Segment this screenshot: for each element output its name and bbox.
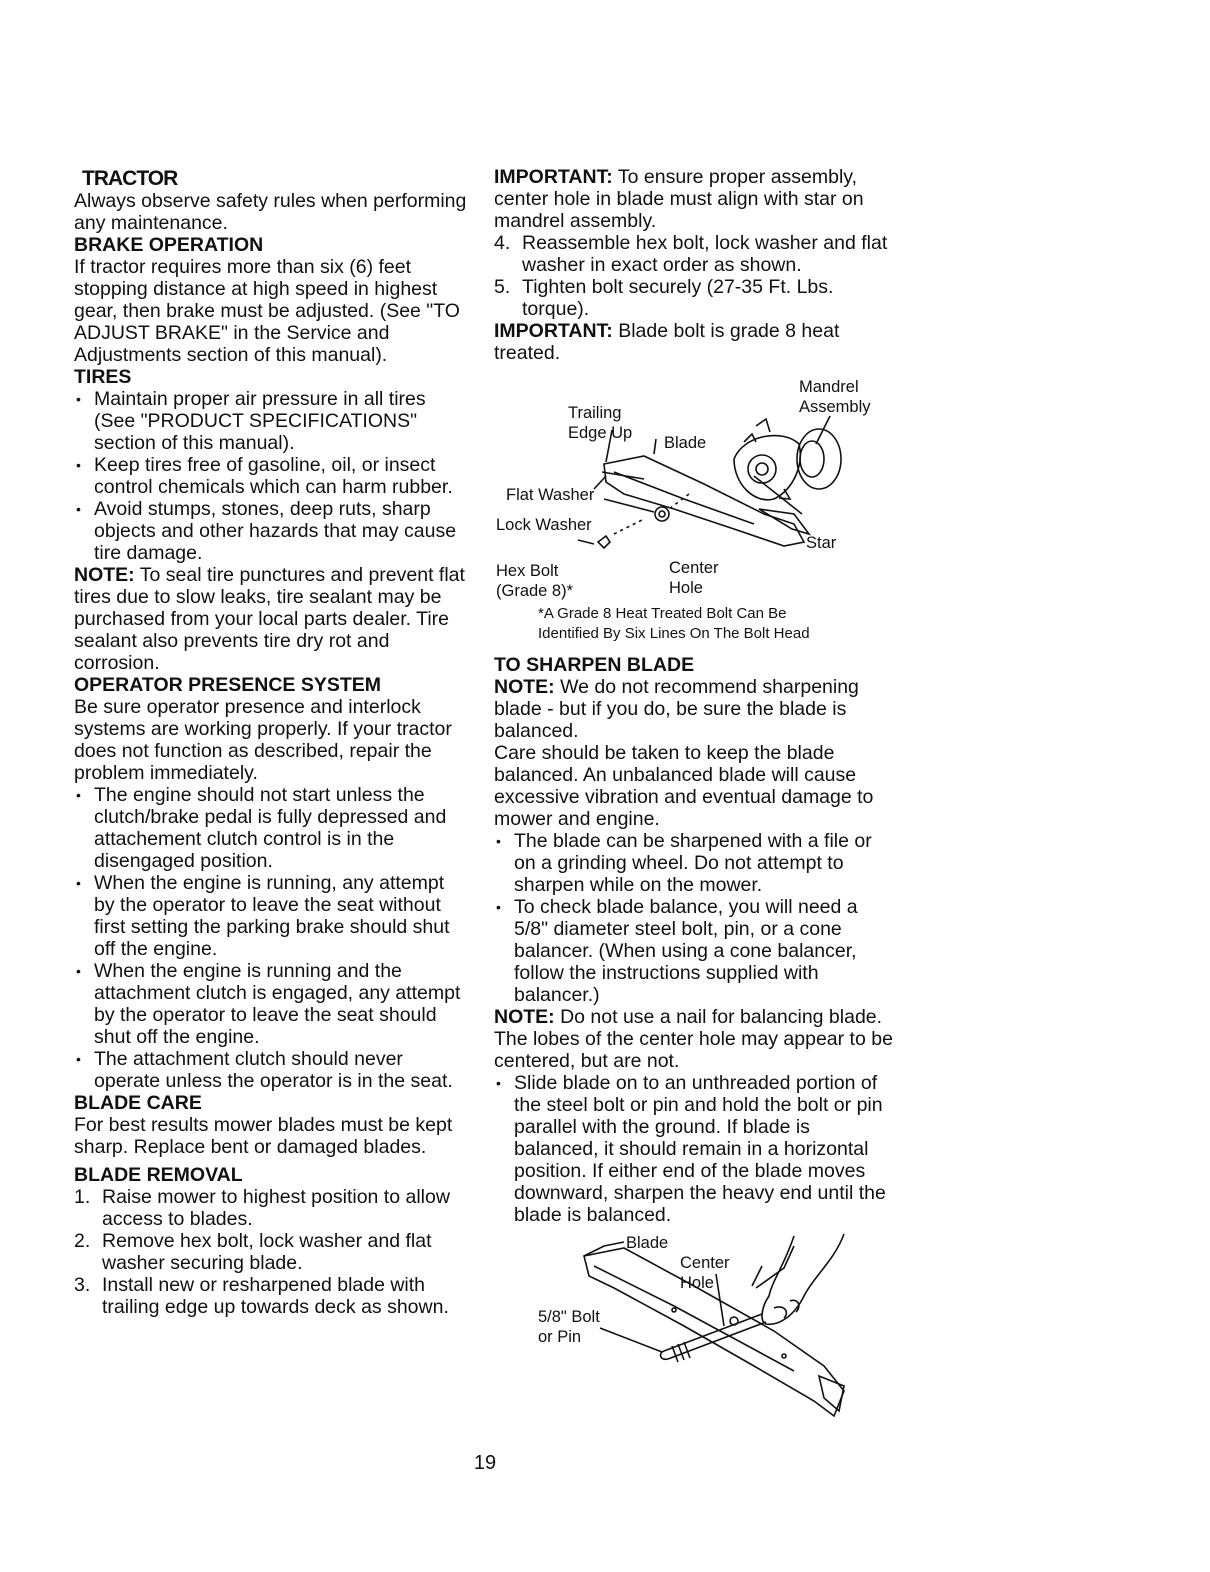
grade-label: (Grade 8)* [496, 582, 574, 600]
tires-note [74, 564, 469, 674]
step-text: Raise mower to highest position to allow access to blades. [102, 1186, 450, 1230]
note-text: We do not recommend sharpening blade - but if you do, be sure the blade is balanced. [494, 676, 859, 742]
list-item: • Avoid stumps, stones, deep ruts, sharp objects and other hazards that may cause tire damage. [74, 498, 469, 564]
step-number: 5. [494, 276, 511, 298]
list-item: • To check blade balance, you will need a 5/8" diameter steel bolt, pin, or a cone balancer. (When using a cone balancer, follow the instructions supplied with balancer.) [494, 896, 894, 1006]
blade-removal-heading: BLADE REMOVAL [74, 1164, 243, 1186]
blade-label: Blade [626, 1234, 669, 1252]
center-label: Center [680, 1254, 730, 1272]
list-item [494, 276, 894, 320]
note-label: NOTE: [494, 676, 555, 698]
note-text: To seal tire punctures and prevent flat tires due to slow leaks, tire sealant may be purchased from your local parts dealer. Tire sealant also prevents tire dry rot and corrosion. [74, 564, 465, 674]
important-alignment [494, 166, 894, 232]
list-item: • Slide blade on to an unthreaded portion of the steel bolt or pin and hold the bolt or pin parallel with the ground. If blade is balanced, it should remain in a horizontal position. If either end of the blade moves downward, sharpen the heavy end until the blade is balanced. [494, 1072, 894, 1226]
important-label: IMPORTANT: [494, 166, 613, 188]
or-pin-label: or Pin [538, 1328, 582, 1346]
blade-care-heading: BLADE CARE [74, 1092, 202, 1114]
step-number: 4. [494, 232, 511, 254]
footnote-line: *A Grade 8 Heat Treated Bolt Can Be [538, 605, 787, 622]
operator-presence-list [74, 784, 469, 1092]
list-item: • When the engine is running and the attachment clutch is engaged, any attempt by the operator to leave the seat should shut off the engine. [74, 960, 469, 1048]
list-item: • When the engine is running, any attempt by the operator to leave the seat without first setting the parking brake should shut off the engine. [74, 872, 469, 960]
blade-label: Blade [664, 434, 707, 452]
list-item: • The engine should not start unless the clutch/brake pedal is fully depressed and attachement clutch control is in the disengaged position. [74, 784, 469, 872]
hole-label: Hole [669, 579, 703, 597]
blade-assembly-diagram [494, 364, 894, 604]
list-item: • The attachment clutch should never operate unless the operator is in the seat. [74, 1048, 469, 1092]
list-item: • The blade can be sharpened with a file or on a grinding wheel. Do not attempt to sharpen while on the mower. [494, 830, 894, 896]
left-column [74, 168, 469, 1318]
brake-operation-heading: BRAKE OPERATION [74, 234, 264, 256]
step-number: 2. [74, 1230, 91, 1252]
reassembly-steps [494, 232, 894, 320]
important-label: IMPORTANT: [494, 320, 613, 342]
hole-label: Hole [680, 1274, 714, 1292]
blade-removal-steps [74, 1186, 469, 1318]
step-number: 1. [74, 1186, 91, 1208]
operator-presence-text: Be sure operator presence and interlock systems are working properly. If your tractor does not function as described, repair the problem immediately. [74, 696, 452, 784]
tires-list [74, 388, 469, 564]
note-label: NOTE: [74, 564, 135, 586]
center-label: Center [669, 559, 719, 577]
balance-note [494, 1006, 894, 1072]
important-text: Blade bolt is grade 8 heat treated. [494, 320, 840, 364]
footnote-line: Identified By Six Lines On The Bolt Head [538, 625, 810, 642]
step-text: Remove hex bolt, lock washer and flat washer securing blade. [102, 1230, 432, 1274]
blade-balance-diagram [494, 1226, 894, 1426]
edge-up-label: Edge Up [568, 424, 633, 442]
note-text: Do not use a nail for balancing blade. The lobes of the center hole may appear to be centered, but are not. [494, 1006, 893, 1072]
note-label: NOTE: [494, 1006, 555, 1028]
step-text: Install new or resharpened blade with trailing edge up towards deck as shown. [102, 1274, 449, 1318]
brake-operation-text: If tractor requires more than six (6) feet stopping distance at high speed in highest gear, then brake must be adjusted. (See "TO ADJUST BRAKE" in the Service and Adjustments section of this manual). [74, 256, 460, 366]
list-item [74, 1186, 469, 1230]
list-item [74, 1230, 469, 1274]
list-item [74, 1274, 469, 1318]
step-text: Tighten bolt securely (27-35 Ft. Lbs. torque). [522, 276, 834, 320]
star-label: Star [806, 534, 837, 552]
step-number: 3. [74, 1274, 91, 1296]
list-item: • Maintain proper air pressure in all tires (See "PRODUCT SPECIFICATIONS" section of this manual). [74, 388, 469, 454]
tractor-heading: TRACTOR [82, 167, 178, 190]
assembly-label: Assembly [799, 398, 871, 416]
tractor-intro: Always observe safety rules when performing any maintenance. [74, 190, 467, 234]
list-item [494, 232, 894, 276]
page-number: 19 [473, 1452, 497, 1474]
sharpen-note [494, 676, 894, 742]
sharpen-list [494, 830, 894, 1006]
flat-washer-label: Flat Washer [506, 486, 595, 504]
sharpen-blade-heading: TO SHARPEN BLADE [494, 654, 695, 676]
grade-8-footnote [494, 604, 894, 644]
hex-bolt-label: Hex Bolt [496, 562, 559, 580]
right-column [494, 166, 894, 1426]
step-text: Reassemble hex bolt, lock washer and flat washer in exact order as shown. [522, 232, 888, 276]
important-text: To ensure proper assembly, center hole in blade must align with star on mandrel assembly. [494, 166, 864, 232]
bolt-label: 5/8" Bolt [538, 1308, 600, 1326]
care-text: Care should be taken to keep the blade balanced. An unbalanced blade will cause excessive vibration and eventual damage to mower and engine. [494, 742, 874, 830]
tires-heading: TIRES [74, 366, 132, 388]
operator-presence-heading: OPERATOR PRESENCE SYSTEM [74, 674, 382, 696]
blade-care-text: For best results mower blades must be kept sharp. Replace bent or damaged blades. [74, 1114, 453, 1158]
mandrel-label: Mandrel [799, 378, 859, 396]
trailing-label: Trailing [568, 404, 622, 422]
lock-washer-label: Lock Washer [496, 516, 592, 534]
balance-list [494, 1072, 894, 1226]
important-bolt-grade [494, 320, 894, 364]
list-item: • Keep tires free of gasoline, oil, or insect control chemicals which can harm rubber. [74, 454, 469, 498]
